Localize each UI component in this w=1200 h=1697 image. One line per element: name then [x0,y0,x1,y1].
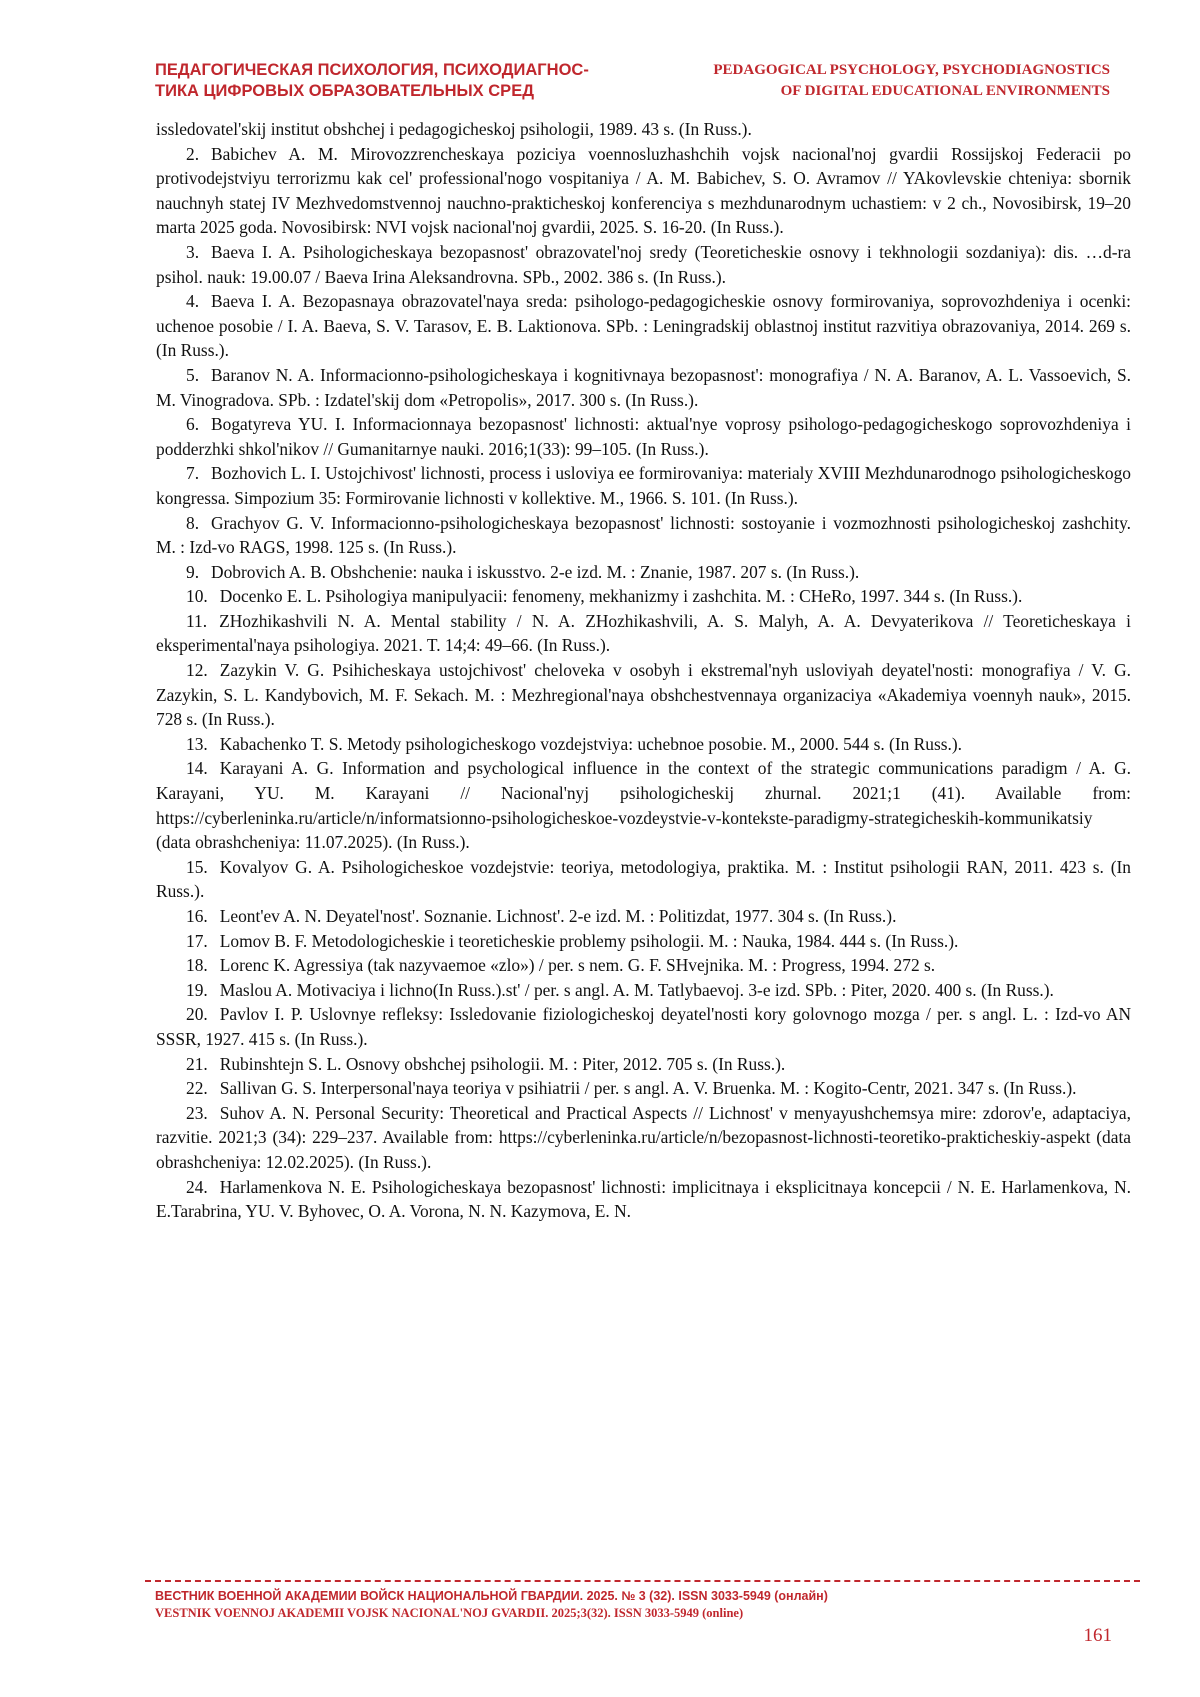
reference-item [156,756,1131,854]
reference-text: Docenko E. L. Psihologiya manipulyacii: fenomeny, mekhanizmy i zashchita. M. : CHeRo, 1997. 344 s. (In Russ.). [219,586,1023,607]
reference-number: 13. [186,733,208,754]
reference-number: 16. [186,906,208,926]
reference-item [156,609,1131,658]
reference-number: 4. [186,291,200,312]
running-header-english [590,60,1110,102]
reference-item [156,1002,1131,1051]
reference-text: Suhov A. N. Personal Security: Theoretical and Practical Aspects // Lichnost' v menyayushchemsya mire: zdorov'e, adaptaciya, razvitie. 2021;3 (34): 229–237. Available from: https://cyberleninka.ru/article/n/bezopasnost-lichnosti-teoretiko-prakticheskiy-aspekt (data obrashcheniya: 12.02.2025). (In Russ.). [156,1102,1131,1172]
header-en-line-2: OF DIGITAL EDUCATIONAL ENVIRONMENTS [780,83,1110,99]
reference-text: Sallivan G. S. Interpersonal'naya teoriya v psihiatrii / per. s angl. A. V. Bruenka. M. : Kogito-Centr, 2021. 347 s. (In Russ.). [219,1078,1077,1099]
reference-text: Baeva I. A. Bezopasnaya obrazovatel'naya sreda: psihologo-pedagogicheskie osnovy formirovaniya, soprovozhdeniya i ocenki: uchenoe posobie / I. A. Baeva, S. V. Tarasov, E. B. Laktionova. SPb. : Leningradskij oblastnoj institut razvitiya obrazovaniya, 2014. 269 s. (In Russ.). [156,291,1131,361]
reference-number: 10. [186,586,208,607]
reference-item [156,142,1131,240]
reference-text: Bozhovich L. I. Ustojchivost' lichnosti, process i usloviya ee formirovaniya: materialy XVIII Mezhdunarodnogo psihologicheskogo kongressa. Simpozium 35: Formirovanie lichnosti v kollektive. M., 1966. S. 101. (In Russ.). [156,463,1131,508]
reference-number: 21. [186,1053,208,1074]
reference-text: Dobrovich A. B. Obshchenie: nauka i iskusstvo. 2-e izd. M. : Znanie, 1987. 207 s. (In Russ.). [211,561,860,582]
reference-text: Kovalyov G. A. Psihologicheskoe vozdejstvie: teoriya, metodologiya, praktika. M. : Institut psihologii RAN, 2011. 423 s. (In Russ.). [156,856,1131,902]
page-number: 161 [1083,1625,1112,1646]
reference-item [156,584,1131,609]
reference-number: 11. [186,610,208,631]
reference-item [156,412,1131,461]
header-en-line-1: PEDAGOGICAL PSYCHOLOGY, PSYCHODIAGNOSTICS [713,62,1110,78]
reference-list [156,117,1131,1224]
reference-item [156,240,1131,289]
reference-item [156,363,1131,412]
reference-number: 3. [186,241,200,262]
reference-number: 14. [186,758,208,779]
reference-number: 7. [186,463,200,484]
reference-item [156,929,1131,954]
reference-number: 9. [186,561,200,582]
reference-text: Lomov B. F. Metodologicheskie i teoreticheskie problemy psihologii. M. : Nauka, 1984. 444 s. (In Russ.). [219,930,959,951]
footer-citation-english: VESTNIK VOENNOJ AKADEMII VOJSK NACIONAL'NOJ GVARDII. 2025;3(32). ISSN 3033-5949 (online) [155,1606,744,1620]
reference-text: Lorenc K. Agressiya (tak nazyvaemoe «zlo») / per. s nem. G. F. SHvejnika. M. : Progress, 1994. 272 s. [219,955,936,976]
reference-number: 12. [186,660,208,681]
reference-item [156,560,1131,585]
reference-number: 18. [186,955,208,976]
reference-item [156,904,1131,929]
reference-item [156,1101,1131,1175]
reference-text: Baranov N. A. Informacionno-psihologicheskaya i kognitivnaya bezopasnost': monografiya / N. A. Baranov, A. L. Vassoevich, S. M. Vinogradova. SPb. : Izdatel'skij dom «Petropolis», 2017. 300 s. (In Russ.). [156,364,1131,410]
reference-item [156,658,1131,732]
reference-item [156,732,1131,757]
reference-number: 6. [186,414,200,435]
header-ru-line-2: ТИКА ЦИФРОВЫХ ОБРАЗОВАТЕЛЬНЫХ СРЕД [155,82,534,100]
reference-text: Rubinshtejn S. L. Osnovy obshchej psihologii. M. : Piter, 2012. 705 s. (In Russ.). [219,1053,786,1074]
reference-number: 8. [186,512,200,533]
reference-text: Bogatyreva YU. I. Informacionnaya bezopasnost' lichnosti: aktual'nye voprosy psihologo-pedagogicheskogo soprovozhdeniya i podderzhki shkol'nikov // Gumanitarnye nauki. 2016;1(33): 99–105. (In Russ.). [156,414,1131,459]
reference-continuation: issledovatel'skij institut obshchej i pedagogicheskoj psihologii, 1989. 43 s. (In Russ.). [156,119,752,139]
reference-item [156,1052,1131,1077]
reference-text: Baeva I. A. Psihologicheskaya bezopasnost' obrazovatel'noj sredy (Teoreticheskie osnovy i tekhnologii sozdaniya): dis. …d-ra psihol. nauk: 19.00.07 / Baeva Irina Aleksandrovna. SPb., 2002. 386 s. (In Russ.). [156,241,1131,287]
footer-divider [145,1580,1140,1582]
reference-text: Zazykin V. G. Psihicheskaya ustojchivost' cheloveka v osobyh i ekstremal'nyh usloviyah deyatel'nosti: monografiya / V. G. Zazykin, S. L. Kandybovich, M. F. Sekach. M. : Mezhregional'naya obshchestvennaya organizaciya «Akademiya voennyh nauk», 2015. 728 s. (In Russ.). [156,660,1131,730]
reference-item [156,855,1131,904]
reference-item [156,1076,1131,1101]
reference-text: Babichev A. M. Mirovozzrencheskaya poziciya voennosluzhashchih vojsk nacional'noj gvardii Rossijskoj Federacii po protivodejstviyu terrorizmu kak cel' professional'nogo vospitaniya / A. M. Babichev, S. O. Avramov // YAkovlevskie chteniya: sbornik nauchnyh statej IV Mezhvedomstvennoj nauchno-prakticheskoj konferenciya s mezhdunarodnym uchastiem: v 2 ch., Novosibirsk, 19–20 marta 2025 goda. Novosibirsk: NVI vojsk nacional'noj gvardii, 2025. S. 16-20. (In Russ.). [156,143,1131,238]
reference-item [156,461,1131,510]
reference-number: 23. [186,1102,208,1123]
footer-citation-russian: ВЕСТНИК ВОЕННОЙ АКАДЕМИИ ВОЙСК НАЦИОНАЛЬНОЙ ГВАРДИИ. 2025. № 3 (32). ISSN 3033-5949 (онлайн) [155,1589,828,1603]
reference-item [156,953,1131,978]
reference-number: 5. [186,364,200,385]
reference-number: 17. [186,930,208,951]
reference-text: Harlamenkova N. E. Psihologicheskaya bezopasnost' lichnosti: implicitnaya i eksplicitnaya koncepcii / N. E. Harlamenkova, N. E.Tarabrina, YU. V. Byhovec, O. A. Vorona, N. N. Kazymova, E. N. [156,1176,1131,1222]
header-ru-line-1: ПЕДАГОГИЧЕСКАЯ ПСИХОЛОГИЯ, ПСИХОДИАГНОС- [155,61,589,79]
reference-number: 19. [186,979,208,1000]
reference-item [156,289,1131,363]
reference-text: ZHozhikashvili N. A. Mental stability / N. A. ZHozhikashvili, A. S. Malyh, A. A. Devyaterikova // Teoreticheskaya i eksperimental'naya psihologiya. 2021. T. 14;4: 49–66. (In Russ.). [156,610,1131,656]
reference-text: Karayani A. G. Information and psychological influence in the context of the strategic communications paradigm / A. G. Karayani, YU. M. Karayani // Nacional'nyj psihologicheskij zhurnal. 2021;1 (41). Available from: https://cyberleninka.ru/article/n/informatsionno-psihologicheskoe-vozdeystvie-v-kontekste-paradigmy-strategicheskih-kommunikatsiy (data obrashcheniya: 11.07.2025). (In Russ.). [156,758,1131,853]
reference-number: 22. [186,1078,208,1099]
reference-text: Kabachenko T. S. Metody psihologicheskogo vozdejstviya: uchebnoe posobie. M., 2000. 544 s. (In Russ.). [219,733,962,754]
reference-number: 20. [186,1004,208,1025]
reference-text: Leont'ev A. N. Deyatel'nost'. Soznanie. Lichnost'. 2-e izd. M. : Politizdat, 1977. 304 s. (In Russ.). [219,906,897,926]
reference-text: Maslou A. Motivaciya i lichno(In Russ.).st' / per. s angl. A. M. Tatlybaevoj. 3-e izd. SPb. : Piter, 2020. 400 s. (In Russ.). [219,979,1054,1000]
reference-text: Grachyov G. V. Informacionno-psihologicheskaya bezopasnost' lichnosti: sostoyanie i vozmozhnosti psihologicheskoj zashchity. M. : Izd-vo RAGS, 1998. 125 s. (In Russ.). [156,512,1131,558]
reference-number: 15. [186,856,208,877]
reference-item [156,1175,1131,1224]
reference-number: 24. [186,1176,208,1197]
reference-entries [156,142,1131,1224]
reference-text: Pavlov I. P. Uslovnye refleksy: Issledovanie fiziologicheskoj deyatel'nosti kory golovnogo mozga / per. s angl. L. : Izd-vo AN SSSR, 1927. 415 s. (In Russ.). [156,1004,1131,1049]
reference-number: 2. [186,143,200,164]
running-header-russian [155,60,625,102]
reference-item [156,978,1131,1003]
reference-item [156,511,1131,560]
